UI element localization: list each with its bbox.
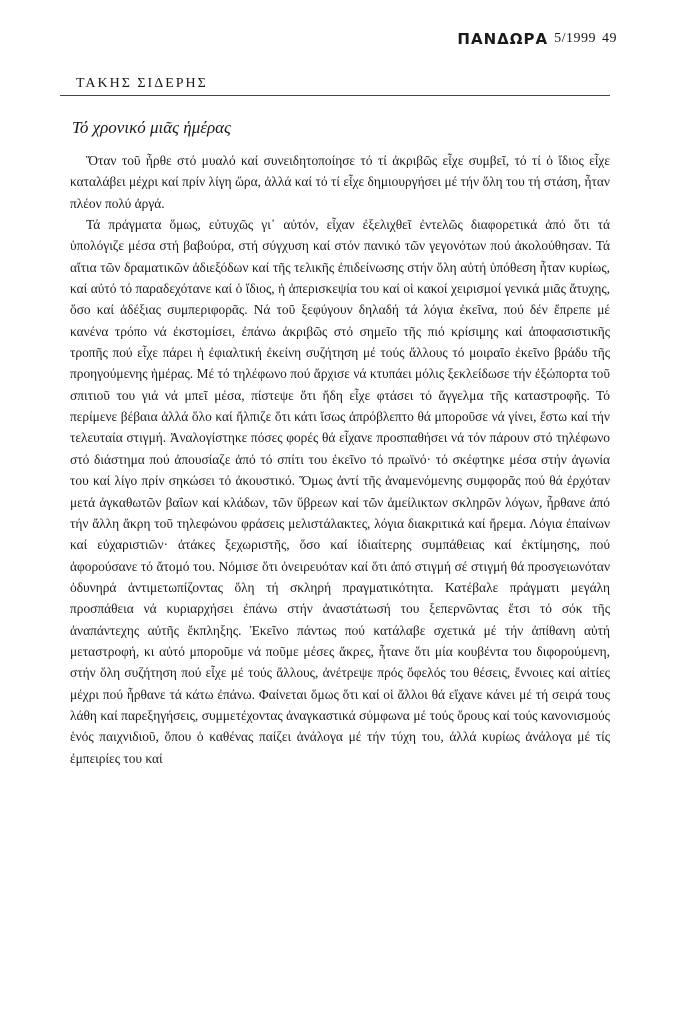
magazine-logo: ΠΑΝΔΩΡΑ bbox=[457, 30, 549, 48]
article-body bbox=[70, 150, 610, 769]
article-title: Τό χρονικό μιᾶς ἡμέρας bbox=[72, 118, 231, 137]
page-number: 49 bbox=[602, 31, 617, 46]
header-rule bbox=[60, 95, 610, 96]
paragraph: Τά πράγματα ὅμως, εὐτυχῶς γι᾽ αὐτόν, εἶχαν ἐξελιχθεῖ ἐντελῶς διαφορετικά ἀπό ὅτι τά ὑπολόγιζε μέσα στή βαβούρα, στή σύγχυση καί στόν πανικό τῶν γεγονότων πού ἀκολούθησαν. Τά αἴτια τῶν δραματικῶν ἀδιεξόδων καί τῆς τελικῆς ἐπιδείνωσης στήν ὅλη αὐτή ὑπόθεση ἦταν κυρίως, καί αὐτό τό παραδεχότανε καί ὁ ἴδιος, ἡ ἀπερισκεψία του καί οἱ κακοί χειρισμοί γενικά μιᾶς ἄτυχης, ὅσο καί ἀδέξιας συμπεριφορᾶς. Νά τοῦ ξεφύγουν δηλαδή τά λόγια ἐκεῖνα, πού δέν ἔπρεπε μέ κανένα τρόπο νά ἐκστομίσει, ἐπάνω ἀκριβῶς στό σημεῖο τῆς πιό κρίσιμης καί ἀποφασιστικῆς τροπῆς πού εἶχε πάρει ἡ ἐφιαλτική ἐκείνη συζήτηση μέ τούς ἄλλους τό μοιραῖο ἐκεῖνο βράδυ τῆς προηγούμενης ἡμέρας. Μέ τό τηλέφωνο πού ἄρχισε νά κτυπάει μόλις ξεκλείδωσε τήν ἐξώπορτα τοῦ σπιτιοῦ του γιά νά μπεῖ μέσα, πίστεψε ὅτι ἤδη εἶχε φτάσει τό ἄγγελμα τῆς καταστροφῆς. Τό περίμενε βέβαια ἀλλά ὅλο καί ἤλπιζε ὅτι κάτι ἴσως ἀπρόβλεπτο θά μποροῦσε νά γίνει, ἔστω καί τήν τελευταία στιγμή. Ἀναλογίστηκε πόσες φορές θά εἶχανε προσπαθήσει νά τόν πάρουν στό τηλέφωνο στό διάστημα πού ἀπουσίαζε ἀπό τό σπίτι του ἐκεῖνο τό πρωϊνό· τό σκέφτηκε μέσα στήν ἀγωνία του καί λίγο πρίν σηκώσει τό ἀκουστικό. Ὅμως ἀντί τῆς ἀναμενόμενης συμφορᾶς πού θά ἐρχόταν μετά ἀγκαθωτῶν βαΐων καί κλάδων, τῶν ὕβρεων καί τῶν ἀμείλικτων σκληρῶν λόγων, ἦρθανε ἀπό τήν ἄλλη ἄκρη τοῦ τηλεφώνου φράσεις μελιστάλακτες, λόγια διακριτικά καί ἤρεμα. Λόγια ἐπαίνων καί εὐχαριστιῶν· ἀτάκες ξεχωριστῆς, ὅσο καί ἰδιαίτερης συμπάθειας καί ἐκτίμησης, πού ἀφορούσανε τό ἄτομό του. Νόμισε ὅτι ὀνειρευόταν καί ὅτι ἀπό στιγμή σέ στιγμή θά προσγειωνόταν ὀδυνηρά ἀντιμετωπίζοντας ὅλη τή σκληρή πραγματικότητα. Κατέβαλε πράγματι μεγάλη προσπάθεια νά κυριαρχήσει ἐπάνω στήν ἀναστάτωσή του ξεπερνῶντας ἔτσι τό σόκ τῆς ἀναπάντεχης αὐτῆς ἔκπληξης. Ἐκεῖνο πάντως πού κατάλαβε σχετικά μέ τήν ἀπίθανη αὐτή μεταστροφή, κι αὐτό μποροῦμε νά ποῦμε μέσες ἄκρες, ἦτανε ὅτι μία κουβέντα του διφορούμενη, στήν ὅλη συζήτηση πού εἶχε μέ τούς ἄλλους, ἀνέτρεψε πρός ὄφελός του θέσεις, ἔννοιες καί αἰτίες μέχρι πού ἦρθανε τά κάτω ἐπάνω. Φαίνεται ὅμως ὅτι καί οἱ ἄλλοι θά εἴχανε κάνει μέ τή σειρά τους λάθη καί παρεξηγήσεις, συμμετέχοντας ἀναγκαστικά σύμφωνα μέ τούς ὅρους καί τούς κανονισμούς ἑνός παιχνιδιοῦ, ὅπου ὁ καθένας παίζει ἀνάλογα μέ τήν τύχη του, ἀλλά κυρίως ἀνάλογα μέ τίς ἐμπειρίες του καί bbox=[70, 217, 610, 766]
page-header bbox=[457, 30, 617, 48]
author-name: ΤΑΚΗΣ ΣΙΔΕΡΗΣ bbox=[76, 76, 208, 91]
issue-number: 5/1999 bbox=[554, 31, 596, 46]
paragraph: Ὅταν τοῦ ἦρθε στό μυαλό καί συνειδητοποίησε τό τί ἀκριβῶς εἶχε συμβεῖ, τό τί ὁ ἴδιος εἶχε καταλάβει μέχρι καί πρίν λίγη ὥρα, ἀλλά καί τό τί εἶχε δημιουργήσει μέ τήν ὅλη του τή στάση, ἦταν πλέον πολύ ἀργά. bbox=[70, 153, 610, 211]
